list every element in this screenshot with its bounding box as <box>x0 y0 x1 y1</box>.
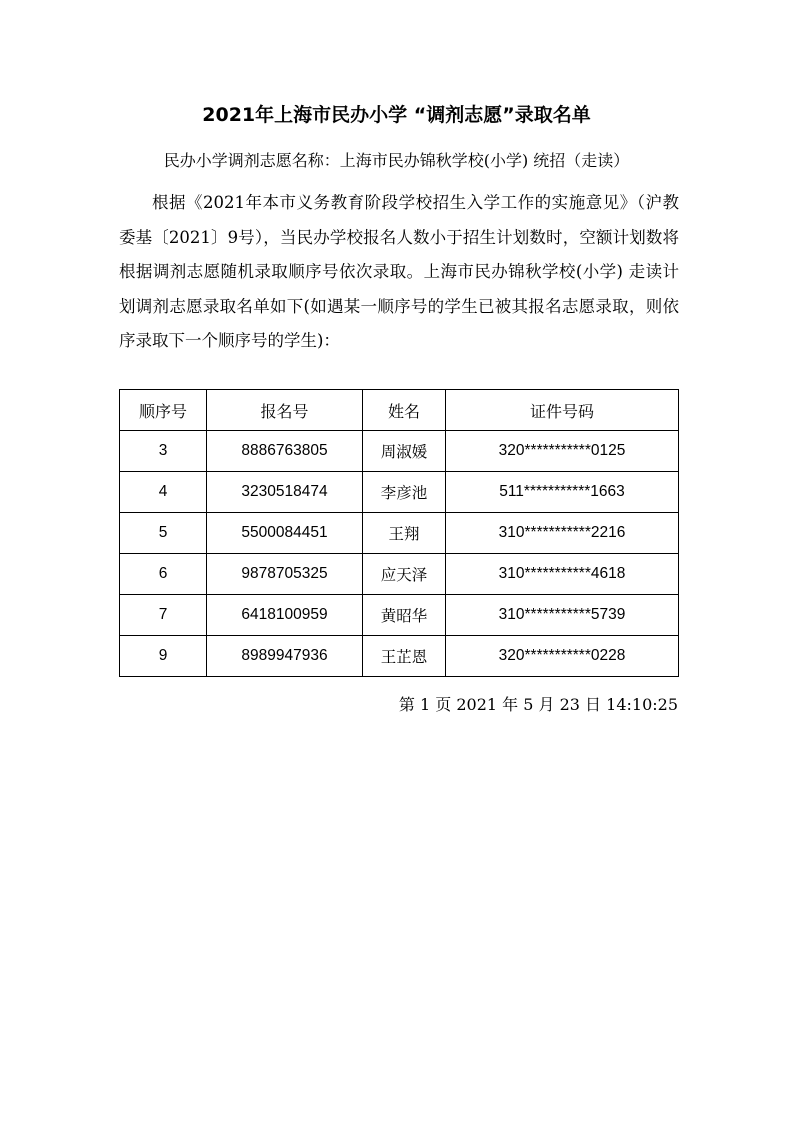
table-row <box>120 554 679 595</box>
registration-number-cell: 8989947936 <box>207 636 363 677</box>
id-number-cell: 320***********0125 <box>446 431 679 472</box>
student-name-cell: 王翔 <box>363 513 446 554</box>
sequence-cell: 7 <box>120 595 207 636</box>
table-row <box>120 513 679 554</box>
sequence-cell: 6 <box>120 554 207 595</box>
registration-number-cell: 8886763805 <box>207 431 363 472</box>
column-header-name: 姓名 <box>363 390 446 431</box>
student-name-cell: 黄昭华 <box>363 595 446 636</box>
registration-number-cell: 9878705325 <box>207 554 363 595</box>
id-number-cell: 310***********5739 <box>446 595 679 636</box>
column-header-id-number: 证件号码 <box>446 390 679 431</box>
sequence-cell: 4 <box>120 472 207 513</box>
sequence-cell: 9 <box>120 636 207 677</box>
id-number-cell: 511***********1663 <box>446 472 679 513</box>
registration-number-cell: 6418100959 <box>207 595 363 636</box>
sequence-cell: 5 <box>120 513 207 554</box>
admission-roster-table <box>119 389 679 677</box>
id-number-cell: 310***********2216 <box>446 513 679 554</box>
sequence-cell: 3 <box>120 431 207 472</box>
id-number-cell: 310***********4618 <box>446 554 679 595</box>
table-row <box>120 431 679 472</box>
column-header-sequence: 顺序号 <box>120 390 207 431</box>
admission-notice-paragraph: 根据《2021年本市义务教育阶段学校招生入学工作的实施意见》（沪教委基〔2021〕9号），当民办学校报名人数小于招生计划数时，空额计划数将根据调剂志愿随机录取顺序号依次录取。上海市民办锦秋学校(小学) 走读计划调剂志愿录取名单如下(如遇某一顺序号的学生已被其报名志愿录取，则依序录取下一个顺序号的学生)： <box>119 193 679 350</box>
table-row <box>120 472 679 513</box>
page-title: 2021年上海市民办小学 “调剂志愿”录取名单 <box>202 104 591 126</box>
student-name-cell: 应天泽 <box>363 554 446 595</box>
page-footer-timestamp: 第 1 页 2021 年 5 月 23 日 14:10:25 <box>398 695 678 714</box>
table-row <box>120 595 679 636</box>
registration-number-cell: 3230518474 <box>207 472 363 513</box>
school-name-subtitle: 民办小学调剂志愿名称：上海市民办锦秋学校(小学) 统招（走读） <box>163 151 630 170</box>
id-number-cell: 320***********0228 <box>446 636 679 677</box>
student-name-cell: 周淑媛 <box>363 431 446 472</box>
table-header-row <box>120 390 679 431</box>
student-name-cell: 李彦池 <box>363 472 446 513</box>
column-header-registration-number: 报名号 <box>207 390 363 431</box>
table-row <box>120 636 679 677</box>
registration-number-cell: 5500084451 <box>207 513 363 554</box>
student-name-cell: 王芷恩 <box>363 636 446 677</box>
